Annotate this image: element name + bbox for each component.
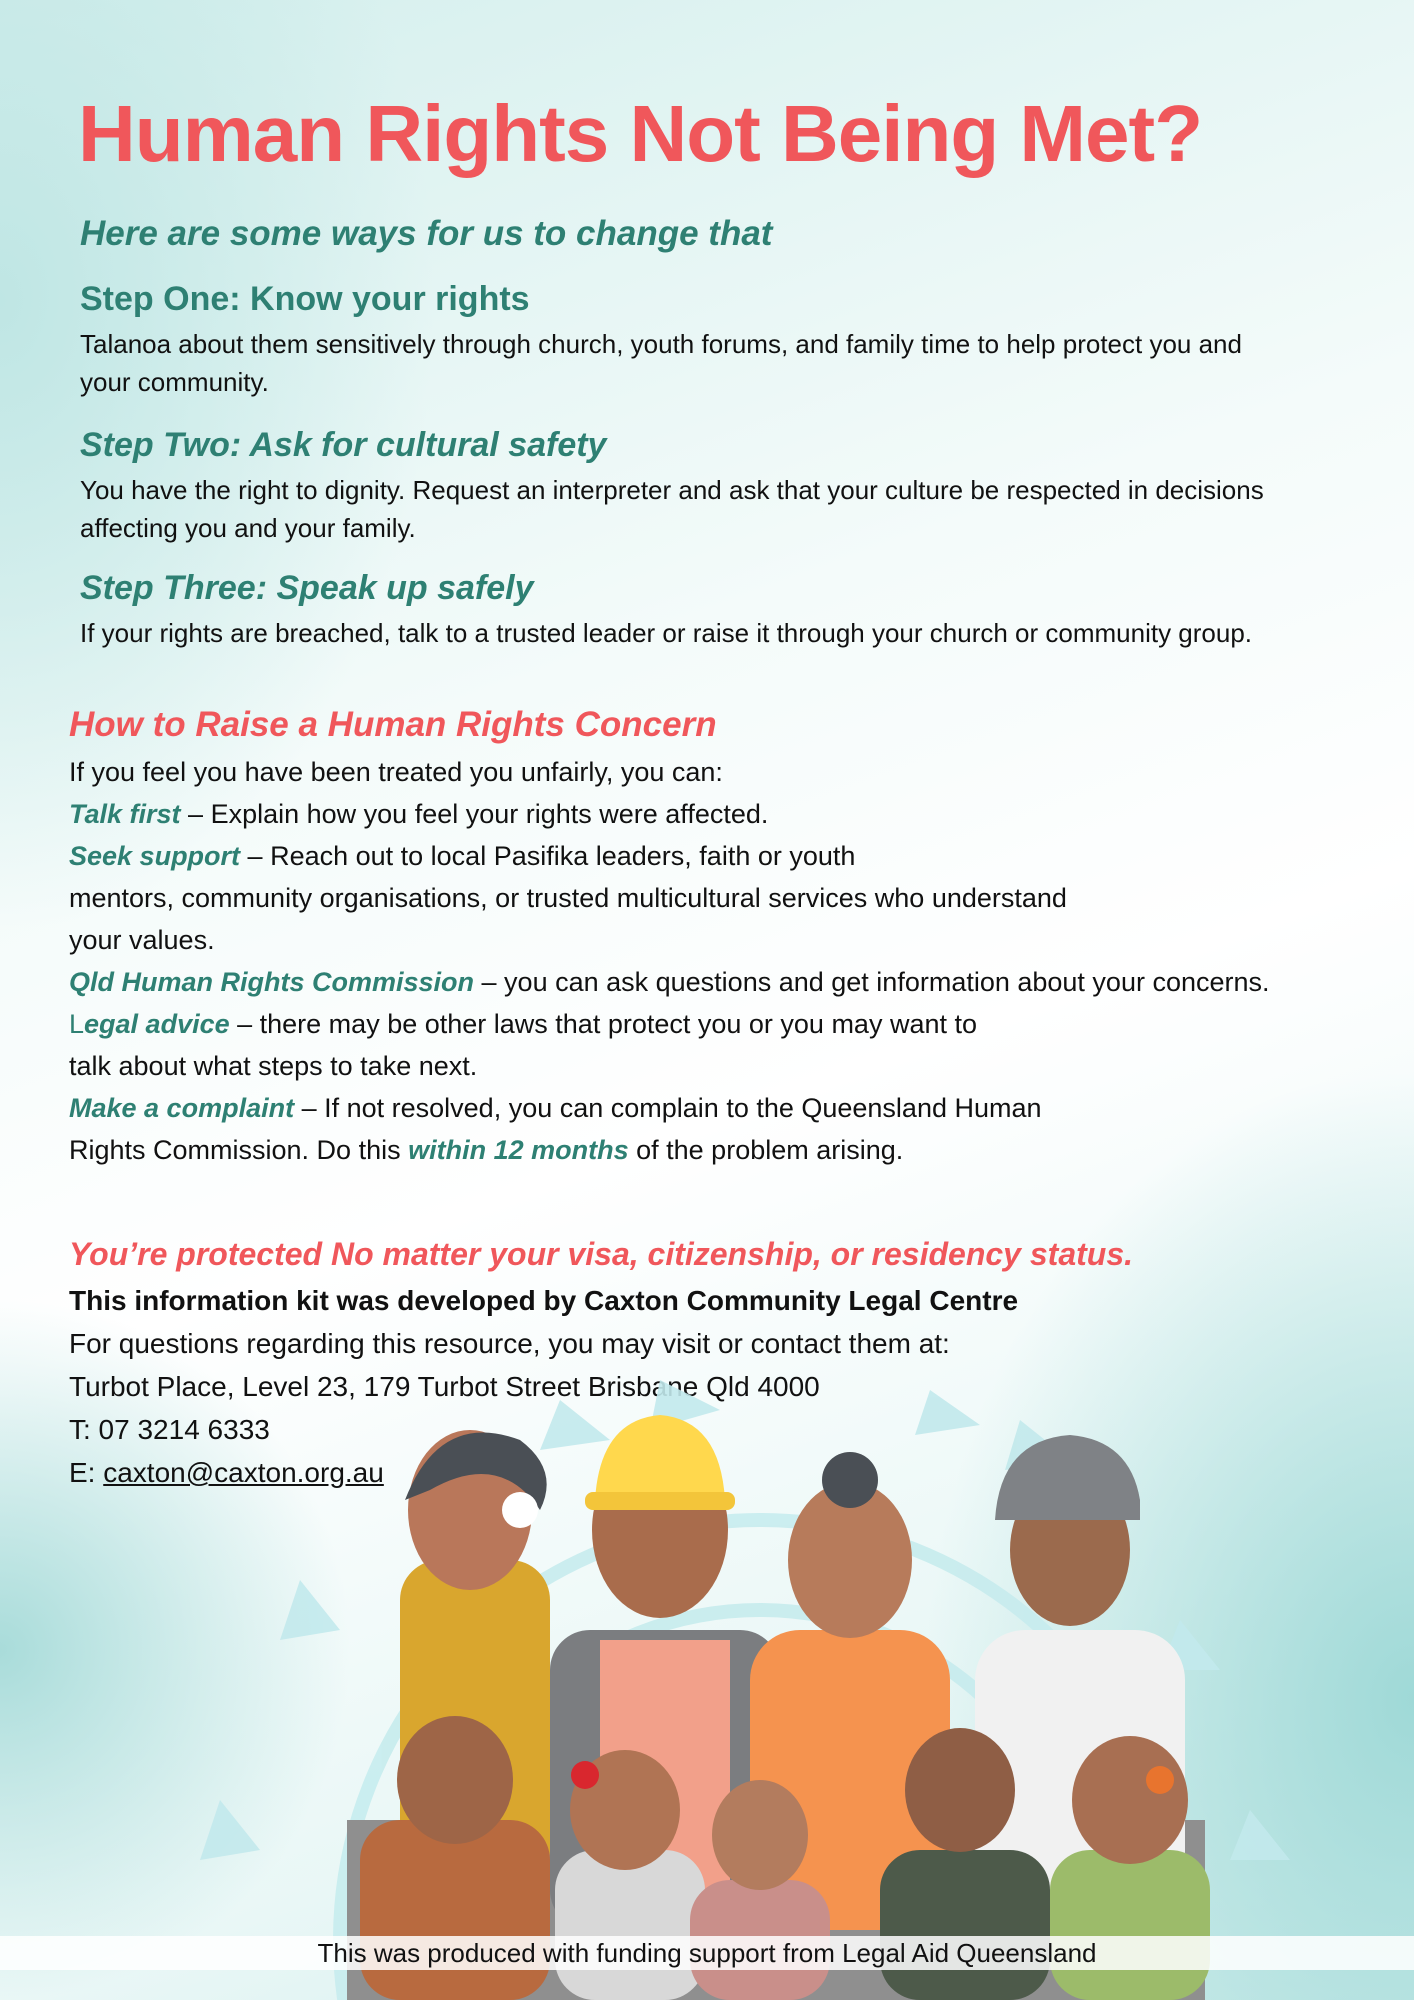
funding-footer: This was produced with funding support from Legal Aid Queensland [0, 1936, 1414, 1970]
concern-item-qhrc [69, 961, 1409, 1003]
page-title: Human Rights Not Being Met? [78, 89, 1203, 178]
step-one-body [80, 325, 1380, 401]
deadline-emphasis: within 12 months [408, 1135, 629, 1165]
concern-text-continued: mentors, community organisations, or trusted multicultural services who understand [69, 883, 1067, 913]
step-two-body [80, 471, 1380, 547]
concern-text: Rights Commission. Do this [69, 1135, 409, 1165]
protection-statement: You’re protected No matter your visa, citizenship, or residency status. [69, 1236, 1133, 1272]
step-one-body-line: Talanoa about them sensitively through church, youth forums, and family time to help protect you and [80, 329, 1242, 359]
concern-text: – Reach out to local Pasifika leaders, faith or youth [240, 841, 856, 871]
step-one-heading: Step One: Know your rights [80, 280, 530, 318]
contact-intro: For questions regarding this resource, you may visit or contact them at: [69, 1328, 950, 1359]
contact-phone: T: 07 3214 6333 [69, 1414, 270, 1445]
concern-heading: How to Raise a Human Rights Concern [69, 705, 717, 744]
community-illustration [0, 1380, 1414, 2000]
concern-text-continued: your values. [69, 925, 215, 955]
page-subtitle: Here are some ways for us to change that [80, 214, 773, 253]
concern-term: Seek support [69, 841, 241, 871]
concern-term-initial: L [69, 1009, 85, 1039]
step-three-heading: Step Three: Speak up safely [80, 569, 534, 607]
concern-item-legal-advice [69, 1003, 1409, 1045]
contact-address: Turbot Place, Level 23, 179 Turbot Street Brisbane Qld 4000 [69, 1371, 820, 1402]
email-link[interactable]: caxton@caxton.org.au [103, 1457, 384, 1488]
concern-text: – there may be other laws that protect you or you may want to [229, 1009, 978, 1039]
concern-intro: If you feel you have been treated you unfairly, you can: [69, 757, 723, 787]
concern-text: – Explain how you feel your rights were affected. [180, 799, 769, 829]
step-three-body-line: If your rights are breached, talk to a trusted leader or raise it through your church or community group. [80, 618, 1253, 648]
concern-item-complaint [69, 1087, 1409, 1129]
step-two-body-line: affecting you and your family. [80, 513, 416, 543]
developer-credit: This information kit was developed by Caxton Community Legal Centre [69, 1285, 1019, 1316]
step-two-body-line: You have the right to dignity. Request an interpreter and ask that your culture be respected in decisions [80, 475, 1264, 505]
concern-text-continued: talk about what steps to take next. [69, 1051, 478, 1081]
concern-text: – you can ask questions and get information about your concerns. [474, 967, 1270, 997]
concern-text: – If not resolved, you can complain to the Queensland Human [294, 1093, 1042, 1123]
concern-text: of the problem arising. [628, 1135, 904, 1165]
concern-item-seek-support [69, 835, 1409, 877]
concern-item-talk-first [69, 793, 1409, 835]
step-one-body-line: your community. [80, 367, 269, 397]
concern-term: Talk first [69, 799, 181, 829]
step-two-heading: Step Two: Ask for cultural safety [80, 426, 607, 464]
concern-term: egal advice [84, 1009, 230, 1039]
concern-list [69, 751, 1409, 1171]
step-three-body [80, 614, 1380, 652]
concern-term: Qld Human Rights Commission [69, 967, 475, 997]
concern-term: Make a complaint [69, 1093, 295, 1123]
concern-text-continued [69, 1129, 1409, 1171]
email-label: E: [69, 1457, 104, 1488]
